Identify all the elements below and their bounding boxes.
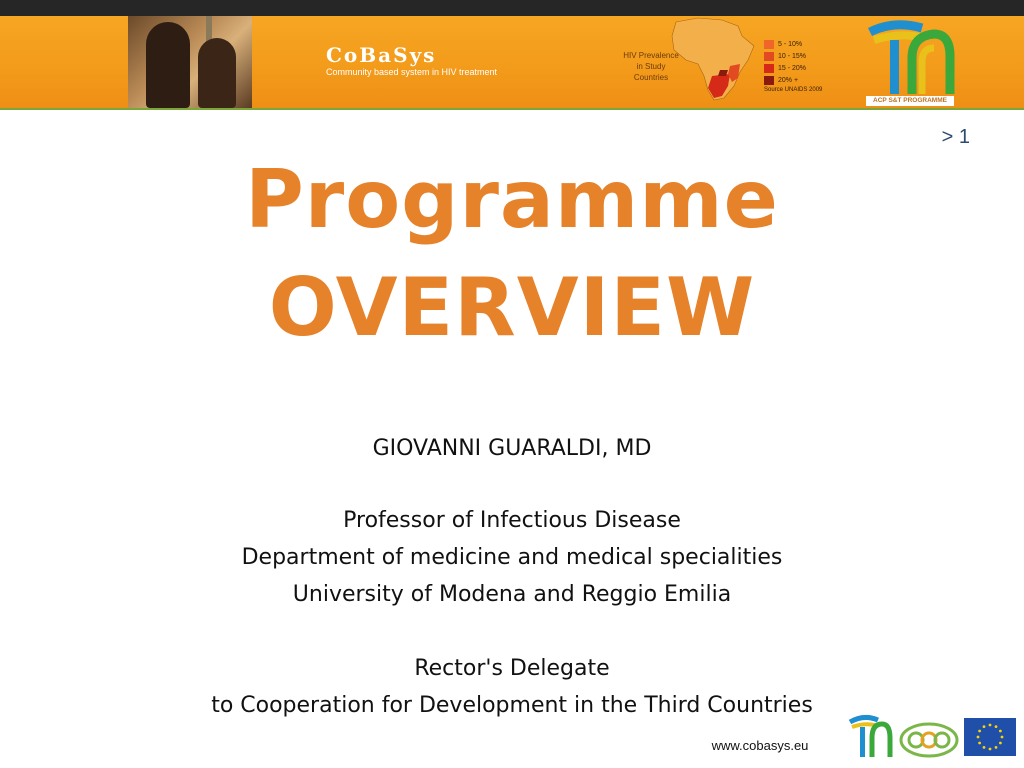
legend-item — [764, 74, 822, 86]
legend-swatch — [764, 52, 774, 61]
website-link[interactable]: www.cobasys.eu — [711, 738, 809, 753]
legend-item — [764, 38, 822, 50]
affiliation-line: Professor of Infectious Disease — [343, 508, 681, 533]
legend-source: Source UNAIDS 2009 — [764, 87, 823, 93]
legend-label: 20% + — [778, 76, 799, 84]
cobasys-logo — [326, 44, 497, 78]
legend-item — [764, 62, 822, 74]
map-label-line: HIV Prevalence — [623, 51, 679, 60]
affiliation-line: Department of medicine and medical specialities — [241, 545, 783, 570]
acp-programme-logo — [864, 18, 956, 106]
africa-map-icon — [668, 16, 760, 104]
map-label-line: Countries — [633, 73, 669, 82]
top-bar — [0, 0, 1024, 16]
legend-label: 5 - 10% — [778, 40, 803, 48]
legend-item — [764, 50, 822, 62]
affiliation-line: Rector's Delegate — [414, 656, 610, 681]
map-label-line: in Study — [636, 62, 666, 71]
acp-logo-icon — [864, 18, 956, 96]
affiliation-line: to Cooperation for Development in the Third Countries — [211, 693, 813, 718]
title-line-1: Programme — [245, 153, 779, 246]
author-name: GIOVANNI GUARALDI, MD — [372, 436, 652, 461]
brand-name: CoBaSys — [326, 43, 437, 67]
prevalence-legend — [764, 38, 822, 93]
affiliation-block — [0, 502, 1024, 724]
legend-swatch — [764, 64, 774, 73]
brand-tagline: Community based system in HIV treatment — [326, 67, 498, 77]
header-banner — [0, 16, 1024, 110]
affiliation-line: University of Modena and Reggio Emilia — [292, 582, 732, 607]
legend-swatch — [764, 76, 774, 85]
affiliation-line — [0, 613, 1024, 650]
footer-logos — [846, 712, 1018, 764]
legend-label: 10 - 15% — [778, 52, 807, 60]
acp-st-small-logo-icon — [846, 712, 894, 764]
eu-flag-icon — [964, 718, 1016, 756]
title-line-2: OVERVIEW — [268, 261, 756, 354]
people-photo — [128, 16, 252, 108]
acp-logo-small-icon — [898, 712, 960, 764]
acp-caption: ACP S&T PROGRAMME — [866, 96, 954, 106]
page-number: > 1 — [941, 126, 970, 148]
legend-label: 15 - 20% — [778, 64, 807, 72]
page-title — [0, 146, 1024, 362]
legend-swatch — [764, 40, 774, 49]
